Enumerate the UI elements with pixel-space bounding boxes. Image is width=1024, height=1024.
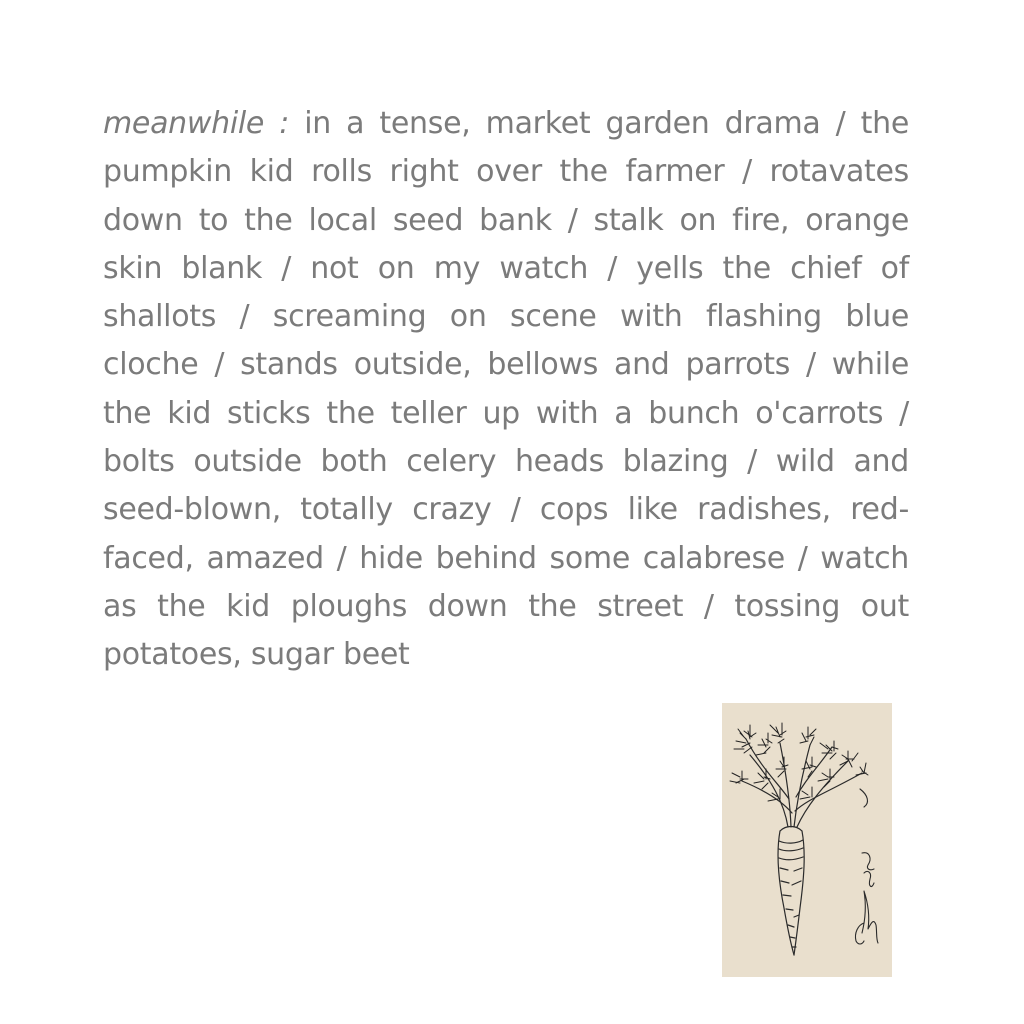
poem-body: in a tense, market garden drama / the pumpkin kid rolls right over the farmer / rotavates down to the local seed bank / stalk on fire, orange skin blank / not on my watch / yells the chief of shallots / screaming on scene with flashing blue cloche / stands outside, bellows and parrots / while the kid sticks the teller up with a bunch o'carrots / bolts outside both celery heads blazing / wild and seed-blown, totally crazy / cops like radishes, red-faced, amazed / hide behind some calabrese / watch as the kid ploughs down the street / tossing out potatoes, sugar beet xyxy=(103,106,909,673)
poem-lead: meanwhile : xyxy=(103,106,290,141)
poem-text xyxy=(103,100,909,680)
carrot-illustration xyxy=(722,703,892,977)
carrot-sketch-icon xyxy=(722,703,892,977)
